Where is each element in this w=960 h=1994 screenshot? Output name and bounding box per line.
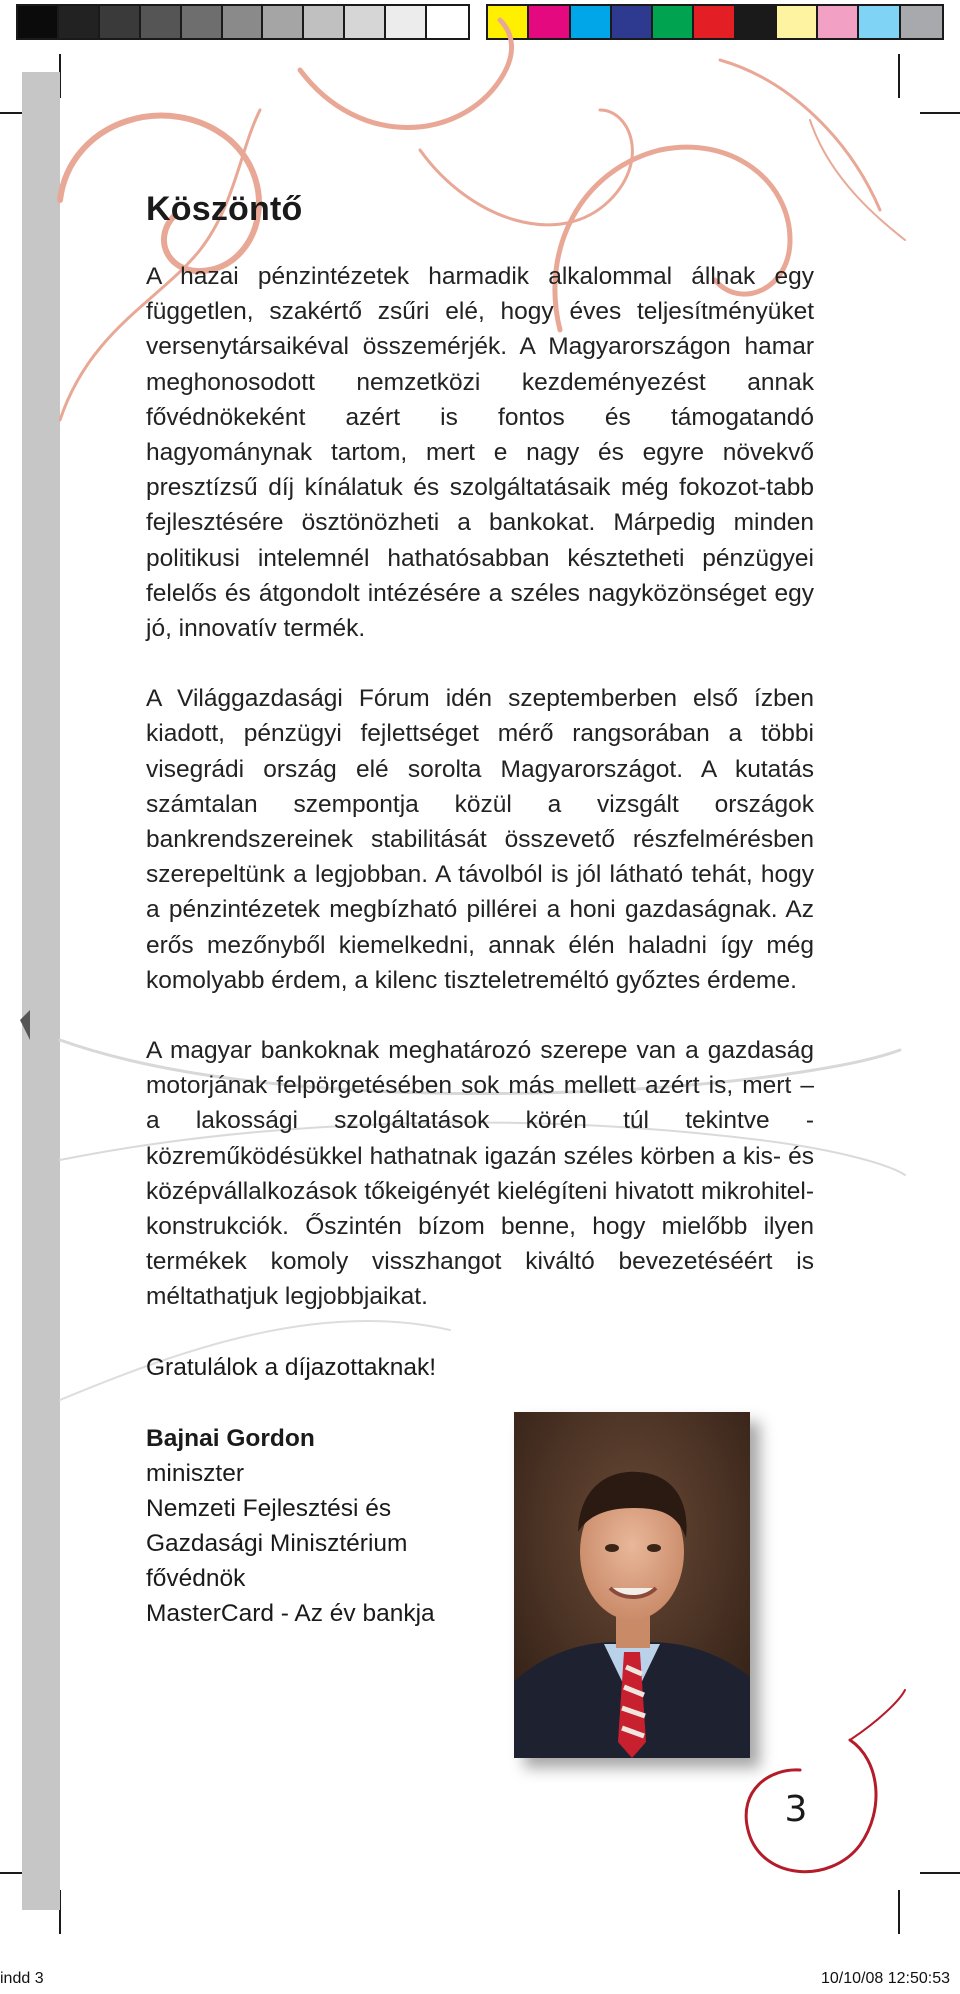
signature-patron: fővédnök	[146, 1564, 246, 1592]
signature-role: miniszter	[146, 1459, 245, 1487]
signature-name: Bajnai Gordon	[146, 1424, 315, 1452]
paragraph-3: A magyar bankoknak meghatározó szerepe van a gazdaság motorjának felpörgetésében sok más mellett azért is, mert – a lakossági szolgáltatások körén túl tekintve - közreműködésükkel hathatnak igazán széles körben a kis- és középvállalkozások tőkeigényét kielégíteni hivatott mikrohitel-konstrukciók. Őszintén bízom benne, hogy mielőbb ilyen termékek komoly visszhangot kiváltó bevezetéséért is méltathatjuk legjobbjaikat.	[146, 1037, 814, 1311]
greeting: Gratulálok a díjazottaknak!	[146, 1353, 437, 1381]
page-number: 3	[784, 1789, 808, 1830]
footer-datetime: 10/10/08 12:50:53	[820, 1970, 950, 1987]
signature-award: MasterCard - Az év bankja	[146, 1599, 435, 1627]
signature-ministry-line-2: Gazdasági Minisztérium	[146, 1529, 408, 1557]
page-content	[146, 160, 814, 1631]
signature-ministry-line-1: Nemzeti Fejlesztési és	[146, 1494, 392, 1522]
page-title: Köszöntő	[146, 190, 303, 228]
portrait-illustration	[514, 1412, 750, 1758]
paragraph-2: A Világgazdasági Fórum idén szeptemberben első ízben kiadott, pénzügyi fejlettséget mérő rangsorában a többi visegrádi ország elé sorolta Magyarországot. A kutatás számtalan szempontja közül a vizsgált országok bankrendszereinek stabilitását összevető részfelmérésben szerepeltünk a legjobban. A távolból is jól látható tehát, hogy a pénzintézetek megbízható pillérei a honi gazdaságnak. Az erős mezőnyből kiemelkedni, annak élén haladni így még komolyabb érdem, a kilenc tiszteletreméltó győztes érdeme.	[146, 685, 814, 994]
paragraph-1: A hazai pénzintézetek harmadik alkalommal állnak egy független, szakértő zsűri elé, hogy éves teljesítményüket versenytársaikéval összemérjék. A Magyarországon hamar meghonosodott nemzetközi kezdeményezést annak fővédnökeként azért is fontos és támogatandó hagyománynak tartom, mert e nagy és egyre növekvő presztízsű díj kínálatuk és szolgáltatásaik még fokozot-tabb fejlesztésére ösztönözheti a bankokat. Márpedig minden politikusi intelemnél hathatósabban késztetheti pénzügyei felelős és átgondolt intézésére a széles nagyközönséget egy jó, innovatív termék.	[146, 263, 814, 643]
footer-filename: indd 3	[0, 1970, 44, 1987]
portrait-photo	[514, 1412, 750, 1758]
